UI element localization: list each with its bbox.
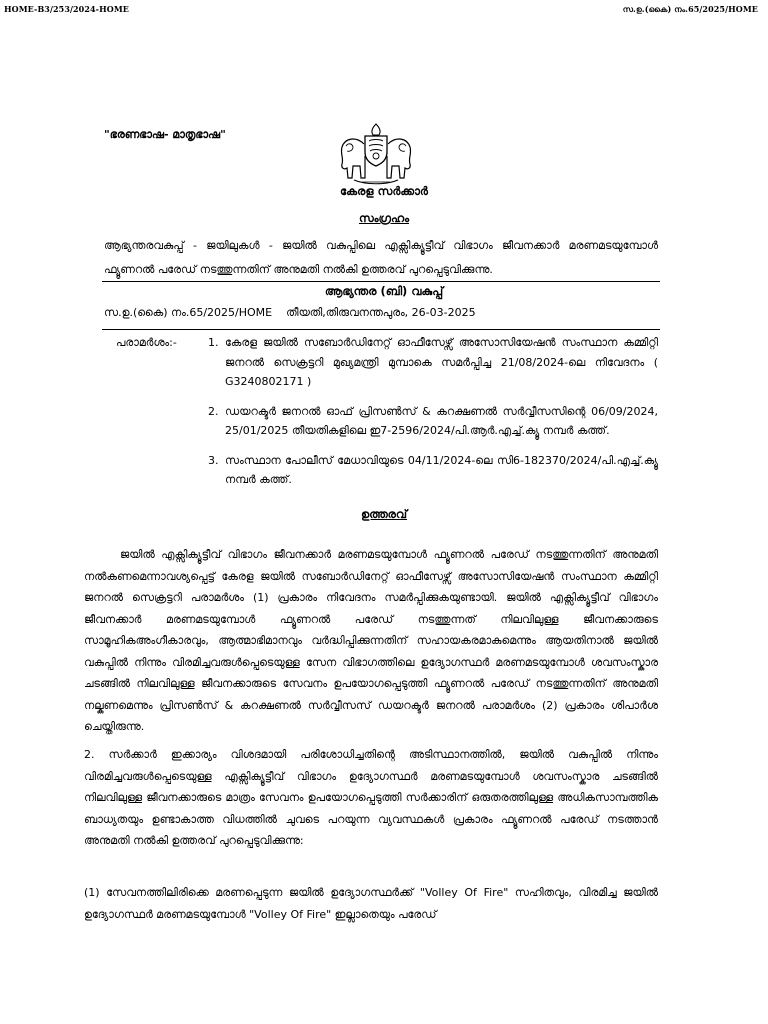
abstract-heading	[0, 211, 768, 226]
reference-number: 1.	[208, 336, 219, 349]
references-list	[208, 333, 658, 500]
order-condition-1: (1) സേവനത്തിലിരിക്കെ മരണപ്പെടുന്ന ജയിൽ ഉദ്യോഗസ്ഥർക്ക് "Volley Of Fire" സഹിതവും, വിരമിച്ച ജയിൽ ഉദ്യോഗസ്ഥർ മരണമടയുമ്പോൾ "Volley Of Fire" ഇല്ലാതെയും പരേഡ്	[84, 886, 658, 921]
order-heading	[0, 507, 768, 522]
order-date: തീയതി,തിരുവനന്തപുരം, 26-03-2025	[286, 306, 476, 319]
reference-item	[208, 333, 658, 392]
reference-item	[208, 402, 658, 441]
order-reference: സ.ഉ.(കൈ) നം.65/2025/HOME	[622, 4, 758, 14]
reference-text: ഡയറക്ടർ ജനറൽ ഓഫ് പ്രിസൺസ് & കറക്ഷണൽ സർവ്വീസസിന്റെ 06/09/2024, 25/01/2025 തീയതികളിലെ ഇ7-2596/2024/പി.ആർ.എച്ച്.ക്യൂ നമ്പർ കത്ത്.	[225, 404, 658, 437]
reference-number: 3.	[208, 453, 219, 467]
order-number-line	[104, 306, 476, 320]
reference-item	[208, 451, 658, 490]
order-paragraph-1: ജയിൽ എക്സിക്യൂട്ടീവ് വിഭാഗം ജീവനക്കാർ മരണമടയുമ്പോൾ ഫ്യൂണറൽ പരേഡ് നടത്തുന്നതിന് അനുമതി നൽകണമെന്നാവശ്യപ്പെട്ട് കേരള ജയിൽ സബോർഡിനേറ്റ് ഓഫീസേഴ്സ് അസോസിയേഷൻ സംസ്ഥാന കമ്മിറ്റി ജനറൽ സെക്രട്ടറി പരാമർശം (1) പ്രകാരം നിവേദനം സമർപ്പിക്കുകയുണ്ടായി. ജയിൽ എക്സിക്യൂട്ടീവ് വിഭാഗം ജീവനക്കാർ മരണമടയുമ്പോൾ ഫ്യൂണറൽ പരേഡ് നടത്തുന്നത് നിലവിലുള്ള ജീവനക്കാരുടെ സാമൂഹികഅംഗീകാരവും, ആത്മാഭിമാനവും വർദ്ധിപ്പിക്കുന്നതിന് സഹായകരമാകുമെന്നും ആയതിനാൽ ജയിൽ വകുപ്പിൽ നിന്നും വിരമിച്ചവരുൾപ്പെടെയുള്ള സേന വിഭാഗത്തിലെ ഉദ്യോഗസ്ഥർ മരണമടയുമ്പോൾ ശവസംസ്കാര ചടങ്ങിൽ നിലവിലുള്ള ജീവനക്കാരുടെ സേവനം ഉപയോഗപ്പെടുത്തി ഫ്യൂണറൽ പരേഡ് നടത്തുന്നതിന് അനുമതി നല്കണമെന്നും പ്രിസൺസ് & കറക്ഷണൽ സർവ്വീസസ് ഡയറക്ടർ ജനറൽ പരാമർശം (2) പ്രകാരം ശിപാർശ ചെയ്തിരുന്നു.	[84, 548, 658, 733]
order-heading-text: ഉത്തരവ്	[360, 507, 408, 521]
order-paragraph-2: 2. സർക്കാർ ഇക്കാര്യം വിശദമായി പരിശോധിച്ചതിന്റെ അടിസ്ഥാനത്തിൽ, ജയിൽ വകുപ്പിൽ നിന്നും വിരമിച്ചവരുൾപ്പെടെയുള്ള എക്സിക്യൂട്ടീവ് വിഭാഗം ഉദ്യോഗസ്ഥർ മരണമടയുമ്പോൾ ശവസംസ്കാര ചടങ്ങിൽ നിലവിലുള്ള ജീവനക്കാരുടെ മാത്രം സേവനം ഉപയോഗപ്പെടുത്തി സർക്കാരിന് ഒരുതരത്തിലുള്ള അധികസാമ്പത്തിക ബാധ്യതയും ഉണ്ടാകാത്ത വിധത്തിൽ ചുവടെ പറയുന്ന വ്യവസ്ഥകൾ പ്രകാരം ഫ്യൂണറൽ പരേഡ് നടത്താൻ അനുമതി നൽകി ഉത്തരവ് പുറപ്പെടുവിക്കുന്നു:	[84, 748, 658, 847]
official-language-motto: "ഭരണഭാഷ- മാതൃഭാഷ"	[104, 128, 226, 141]
abstract-heading-text: സംഗ്രഹം	[358, 211, 410, 225]
divider-bottom	[102, 329, 660, 330]
abstract-text: ആഭ്യന്തരവകുപ്പ് - ജയിലുകൾ - ജയിൽ വകുപ്പിലെ എക്സിക്യൂട്ടീവ് വിഭാഗം ജീവനക്കാർ മരണമടയുമ്പോൾ ഫ്യൂണറൽ പരേഡ് നടത്തുന്നതിന് അനുമതി നൽകി ഉത്തരവ് പുറപ്പെടുവിക്കുന്നു.	[104, 239, 658, 276]
government-name: കേരള സർക്കാർ	[340, 184, 428, 198]
reference-text: സംസ്ഥാന പോലീസ് മേധാവിയുടെ 04/11/2024-ലെ സി6-182370/2024/പി.എച്ച്.ക്യൂ നമ്പർ കത്ത്.	[225, 453, 658, 486]
divider-top	[102, 281, 660, 282]
department-name: ആഭ്യന്തര (ബി) വകുപ്പ്	[324, 284, 444, 298]
references-label: പരാമർശം:-	[116, 336, 177, 349]
file-reference: HOME-B3/253/2024-HOME	[4, 4, 129, 14]
kerala-emblem	[336, 122, 416, 186]
order-number: സ.ഉ.(കൈ) നം.65/2025/HOME	[104, 306, 273, 319]
reference-text: കേരള ജയിൽ സബോർഡിനേറ്റ് ഓഫീസേഴ്സ് അസോസിയേഷൻ സംസ്ഥാന കമ്മിറ്റി ജനറൽ സെക്രട്ടറി മുഖ്യമന്ത്രി മുമ്പാകെ സമർപ്പിച്ച 21/08/2024-ലെ നിവേദനം ( G3240802171 )	[225, 336, 658, 388]
reference-number: 2.	[208, 404, 219, 418]
